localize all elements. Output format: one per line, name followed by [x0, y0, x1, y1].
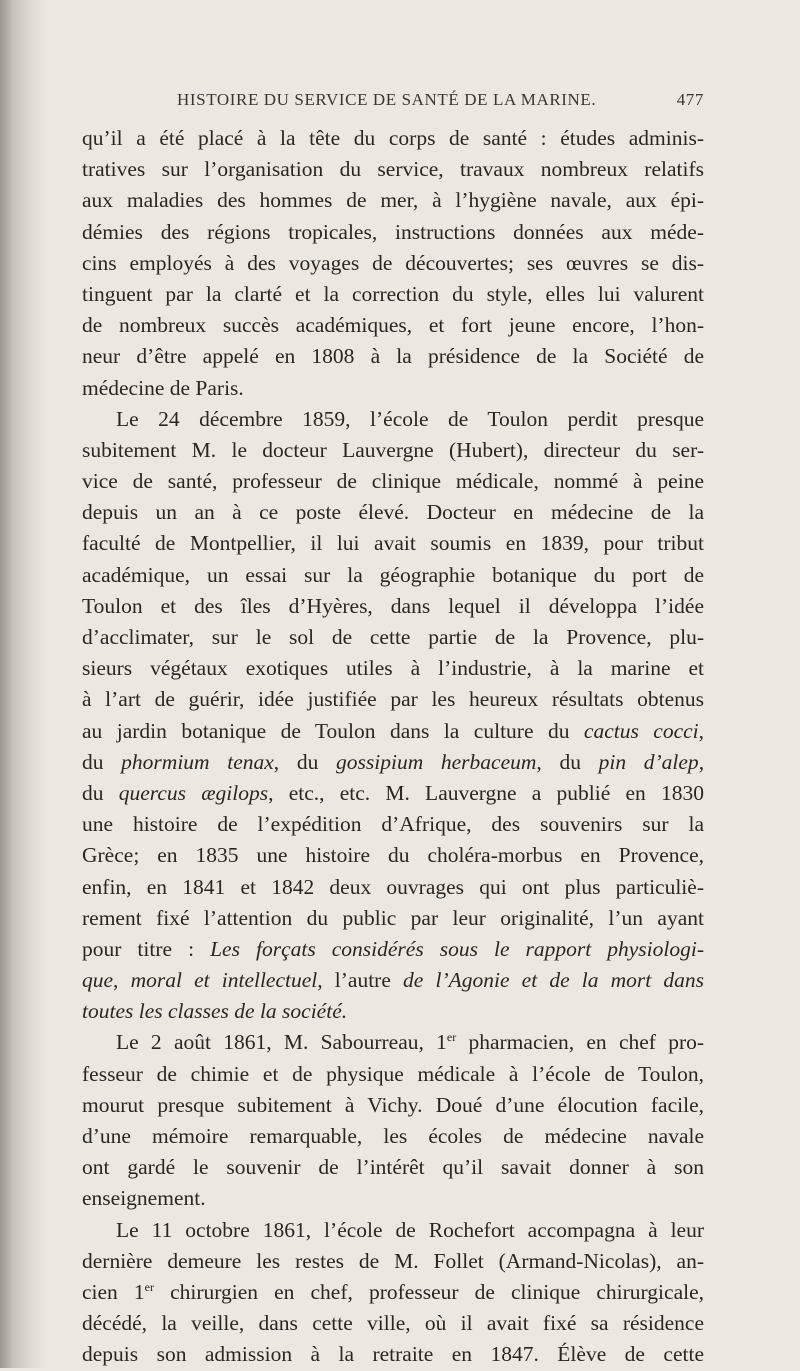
superscript: er — [144, 1279, 154, 1294]
text-line: Le 24 décembre 1859, l’école de Toulon perdit presque — [116, 406, 704, 431]
text-line — [82, 747, 704, 778]
text-line — [82, 965, 704, 996]
text-line: démies des régions tropicales, instructions données aux méde- — [82, 219, 704, 244]
text-line: depuis son admission à la retraite en 1847. Élève de cette — [82, 1342, 704, 1367]
text-run: 1 — [436, 1030, 447, 1055]
superscript: er — [446, 1030, 457, 1045]
text-line — [82, 1027, 704, 1058]
text-line — [82, 716, 704, 747]
text-line: décédé, la veille, dans cette ville, où il avait fixé sa résidence — [82, 1311, 704, 1336]
text-line: d’acclimater, sur le sol de cette partie de la Provence, plu- — [82, 625, 704, 649]
running-head — [82, 90, 704, 116]
text-line: d’une mémoire remarquable, les écoles de médecine navale — [82, 1124, 704, 1148]
text-line: cins employés à des voyages de découvertes; ses œuvres se dis- — [82, 250, 704, 275]
text-run: cien — [82, 1279, 118, 1304]
text-run: du — [82, 749, 104, 774]
text-line: aux maladies des hommes de mer, à l’hygiène navale, aux épi- — [82, 188, 704, 213]
text-line: ont gardé le souvenir de l’intérêt qu’il savait donner à son — [82, 1155, 704, 1180]
text-line — [82, 778, 704, 809]
text-run: , — [698, 718, 705, 743]
text-run: chirurgien en chef, professeur de clinique chirurgicale, — [170, 1279, 704, 1304]
text-line — [82, 934, 704, 965]
text-line: enseignement. — [82, 1186, 206, 1211]
text-line: enfin, en 1841 et 1842 deux ouvrages qui ont plus particuliè- — [82, 874, 704, 899]
text-line: rement fixé l’attention du public par leur originalité, l’un ayant — [82, 905, 704, 930]
text-line: à l’art de guérir, idée justifiée par les heureux résultats obtenus — [82, 687, 704, 712]
text-line: de nombreux succès académiques, et fort jeune encore, l’hon- — [82, 313, 704, 338]
text-line: académique, un essai sur la géographie botanique du port de — [82, 562, 704, 587]
text-line: tinguent par la clarté et la correction du style, elles lui valurent — [82, 281, 704, 306]
italic-run: cactus cocci — [583, 718, 699, 743]
text-run: , du — [273, 749, 319, 774]
text-run: , l’autre — [317, 968, 391, 993]
book-binding-shadow — [0, 0, 48, 1368]
text-line: subitement M. le docteur Lauvergne (Hubert), directeur du ser- — [82, 437, 704, 462]
text-run: , — [113, 968, 119, 993]
italic-run: quercus ægilops — [118, 780, 269, 805]
text-line — [82, 1277, 704, 1308]
text-run: , — [698, 749, 705, 774]
italic-run: que — [82, 968, 114, 993]
text-line: vice de santé, professeur de clinique médicale, nommé à peine — [82, 469, 704, 494]
text-run: Le 2 août 1861, M. Sabourreau, — [116, 1030, 424, 1055]
text-run: au jardin botanique de Toulon dans la culture du — [82, 718, 570, 743]
italic-run: phormium tenax — [121, 749, 274, 774]
text-line: Toulon et des îles d’Hyères, dans lequel il développa l’idée — [82, 593, 704, 618]
text-line: dernière demeure les restes de M. Follet (Armand-Nicolas), an- — [82, 1248, 704, 1273]
text-line: Grèce; en 1835 une histoire du choléra-morbus en Provence, — [82, 843, 704, 868]
text-line: tratives sur l’organisation du service, travaux nombreux relatifs — [82, 157, 704, 182]
text-run: , etc., etc. M. Lauvergne a publié en 1830 — [268, 780, 705, 805]
text-line: fesseur de chimie et de physique médicale à l’école de Toulon, — [82, 1061, 704, 1086]
italic-run: de l’Agonie et de la mort dans — [403, 968, 705, 993]
text-run: pharmacien, en chef pro- — [468, 1030, 705, 1055]
italic-run: gossipium herbaceum — [336, 749, 537, 774]
body-text — [82, 123, 704, 1371]
text-line: toutes les classes de la société. — [82, 999, 348, 1024]
text-line: une histoire de l’expédition d’Afrique, des souvenirs sur la — [82, 812, 704, 837]
text-run: du — [82, 780, 104, 805]
italic-run: Les forçats considérés sous le rapport physiologi- — [210, 936, 704, 961]
text-run: 1 — [133, 1279, 145, 1304]
text-line: neur d’être appelé en 1808 à la présidence de la Société de — [82, 344, 704, 369]
text-line: depuis un an à ce poste élevé. Docteur en médecine de la — [82, 500, 704, 525]
text-run: pour titre : — [82, 936, 195, 961]
text-line: mourut presque subitement à Vichy. Doué d’une élocution facile, — [82, 1092, 704, 1117]
text-line: médecine de Paris. — [82, 375, 244, 400]
italic-run: pin d’alep — [598, 749, 699, 774]
text-line: faculté de Montpellier, il lui avait soumis en 1839, pour tribut — [82, 531, 704, 556]
text-line: Le 11 octobre 1861, l’école de Rochefort accompagna à leur — [116, 1217, 704, 1242]
text-line: qu’il a été placé à la tête du corps de santé : études adminis- — [82, 126, 704, 150]
running-title: HISTOIRE DU SERVICE DE SANTÉ DE LA MARINE. — [177, 90, 597, 109]
page-number: 477 — [676, 90, 704, 109]
italic-run: moral et intellectuel — [130, 968, 318, 993]
text-line: sieurs végétaux exotiques utiles à l’industrie, à la marine et — [82, 656, 704, 681]
text-run: , du — [536, 749, 581, 774]
